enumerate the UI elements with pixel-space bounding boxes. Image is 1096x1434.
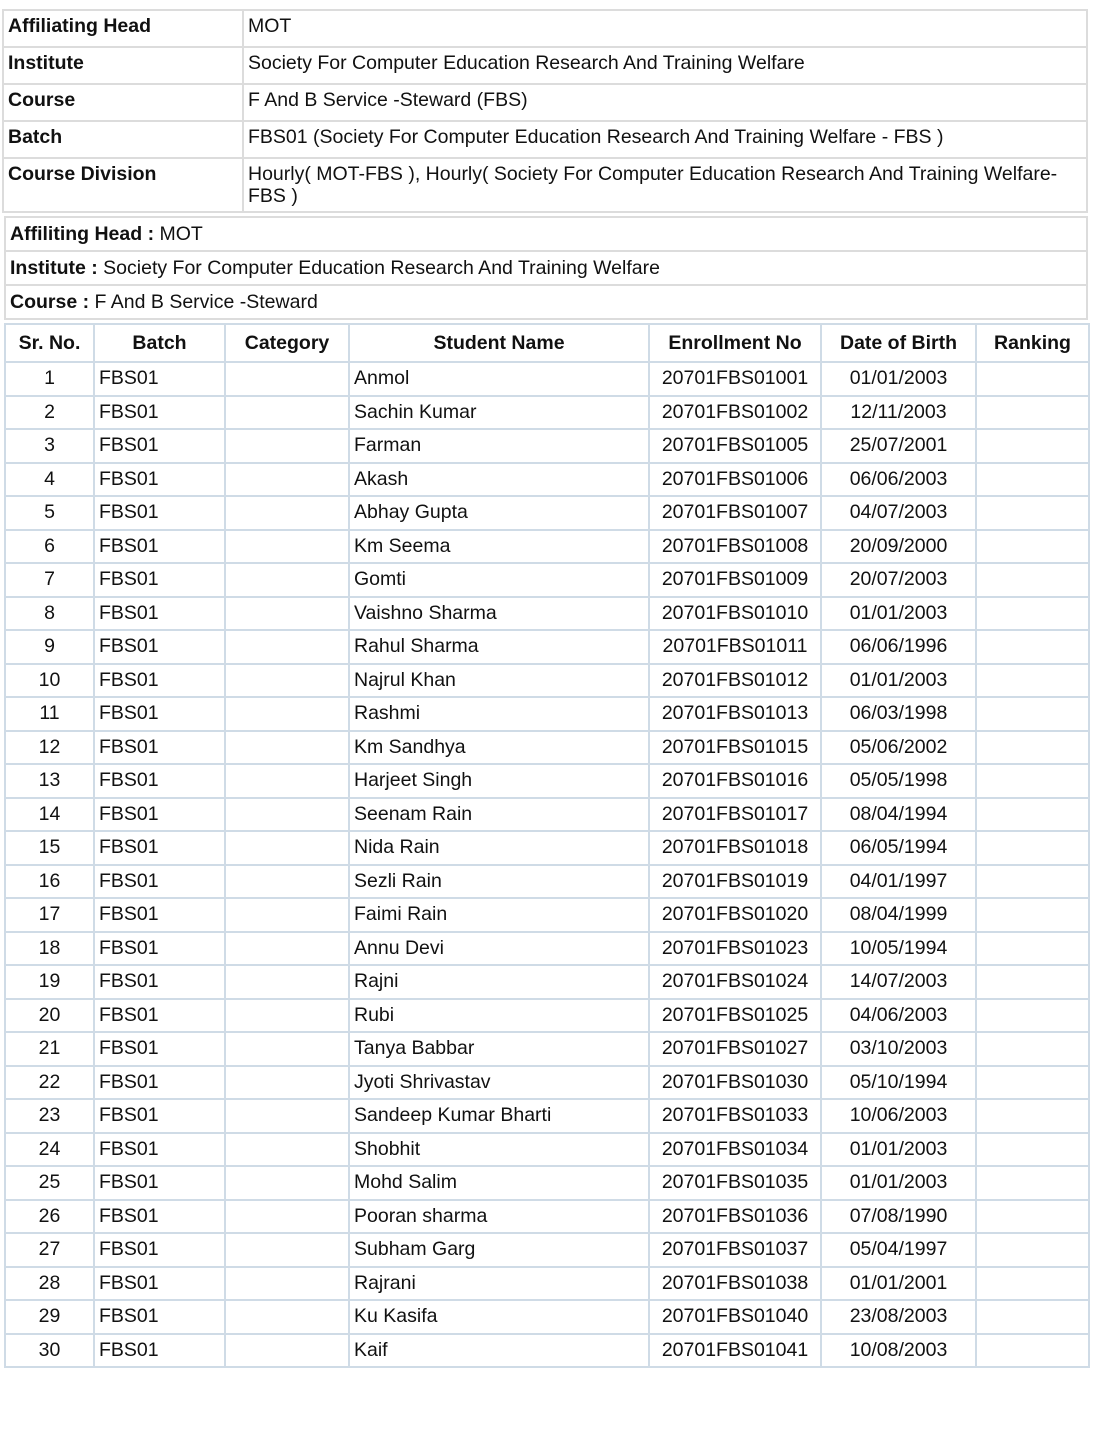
date-of-birth-cell: 01/01/2003 <box>821 1166 976 1200</box>
ranking-cell <box>976 697 1089 731</box>
enrollment-no-cell: 20701FBS01012 <box>649 664 821 698</box>
category-cell <box>225 1267 349 1301</box>
category-cell <box>225 1099 349 1133</box>
category-cell <box>225 664 349 698</box>
enrollment-no-cell: 20701FBS01011 <box>649 630 821 664</box>
ranking-cell <box>976 1066 1089 1100</box>
student-name-cell: Faimi Rain <box>349 898 649 932</box>
sr-no-cell: 10 <box>5 664 94 698</box>
category-cell <box>225 496 349 530</box>
institute-label: Institute <box>3 47 243 84</box>
enrollment-no-cell: 20701FBS01009 <box>649 563 821 597</box>
table-row <box>5 1032 1089 1066</box>
batch-cell: FBS01 <box>94 429 225 463</box>
sr-no-cell: 30 <box>5 1334 94 1368</box>
sr-no-cell: 29 <box>5 1300 94 1334</box>
student-name-cell: Rajni <box>349 965 649 999</box>
student-name-cell: Harjeet Singh <box>349 764 649 798</box>
batch-cell: FBS01 <box>94 1066 225 1100</box>
batch-cell: FBS01 <box>94 1200 225 1234</box>
category-cell <box>225 965 349 999</box>
batch-cell: FBS01 <box>94 1300 225 1334</box>
table-row <box>5 530 1089 564</box>
date-of-birth-cell: 01/01/2003 <box>821 597 976 631</box>
student-name-cell: Abhay Gupta <box>349 496 649 530</box>
category-cell <box>225 865 349 899</box>
student-name-cell: Nida Rain <box>349 831 649 865</box>
enrollment-no-cell: 20701FBS01040 <box>649 1300 821 1334</box>
table-row <box>5 1334 1089 1368</box>
column-header-ranking: Ranking <box>976 324 1089 362</box>
date-of-birth-cell: 20/07/2003 <box>821 563 976 597</box>
enrollment-no-cell: 20701FBS01033 <box>649 1099 821 1133</box>
info-row-course <box>3 84 1087 121</box>
enrollment-no-cell: 20701FBS01023 <box>649 932 821 966</box>
course-label: Course <box>3 84 243 121</box>
sr-no-cell: 7 <box>5 563 94 597</box>
date-of-birth-cell: 08/04/1994 <box>821 798 976 832</box>
ranking-cell <box>976 1233 1089 1267</box>
ranking-cell <box>976 1300 1089 1334</box>
column-header-sr-no: Sr. No. <box>5 324 94 362</box>
enrollment-no-cell: 20701FBS01020 <box>649 898 821 932</box>
student-name-cell: Rashmi <box>349 697 649 731</box>
sr-no-cell: 3 <box>5 429 94 463</box>
student-name-cell: Sachin Kumar <box>349 396 649 430</box>
batch-cell: FBS01 <box>94 1166 225 1200</box>
sr-no-cell: 2 <box>5 396 94 430</box>
enrollment-no-cell: 20701FBS01024 <box>649 965 821 999</box>
sr-no-cell: 26 <box>5 1200 94 1234</box>
student-name-cell: Gomti <box>349 563 649 597</box>
sr-no-cell: 28 <box>5 1267 94 1301</box>
enrollment-no-cell: 20701FBS01002 <box>649 396 821 430</box>
ranking-cell <box>976 1200 1089 1234</box>
table-row <box>5 429 1089 463</box>
batch-cell: FBS01 <box>94 463 225 497</box>
date-of-birth-cell: 14/07/2003 <box>821 965 976 999</box>
table-row <box>5 965 1089 999</box>
category-cell <box>225 932 349 966</box>
ranking-cell <box>976 463 1089 497</box>
list-institute-label: Institute : <box>10 256 98 279</box>
column-header-enrollment-no: Enrollment No <box>649 324 821 362</box>
table-row <box>5 1099 1089 1133</box>
category-cell <box>225 1233 349 1267</box>
table-row <box>5 597 1089 631</box>
enrollment-no-cell: 20701FBS01027 <box>649 1032 821 1066</box>
column-header-category: Category <box>225 324 349 362</box>
category-cell <box>225 1066 349 1100</box>
batch-cell: FBS01 <box>94 664 225 698</box>
table-row <box>5 999 1089 1033</box>
category-cell <box>225 597 349 631</box>
table-row <box>5 932 1089 966</box>
student-name-cell: Rubi <box>349 999 649 1033</box>
batch-cell: FBS01 <box>94 965 225 999</box>
course-info-table <box>2 9 1088 213</box>
table-row <box>5 463 1089 497</box>
sr-no-cell: 16 <box>5 865 94 899</box>
sr-no-cell: 27 <box>5 1233 94 1267</box>
student-name-cell: Annu Devi <box>349 932 649 966</box>
date-of-birth-cell: 04/06/2003 <box>821 999 976 1033</box>
student-name-cell: Sezli Rain <box>349 865 649 899</box>
enrollment-no-cell: 20701FBS01025 <box>649 999 821 1033</box>
batch-cell: FBS01 <box>94 1133 225 1167</box>
list-course-value: F And B Service -Steward <box>94 290 318 313</box>
table-row <box>5 630 1089 664</box>
student-name-cell: Tanya Babbar <box>349 1032 649 1066</box>
batch-cell: FBS01 <box>94 396 225 430</box>
sr-no-cell: 23 <box>5 1099 94 1133</box>
batch-cell: FBS01 <box>94 697 225 731</box>
sr-no-cell: 25 <box>5 1166 94 1200</box>
batch-cell: FBS01 <box>94 597 225 631</box>
category-cell <box>225 731 349 765</box>
category-cell <box>225 396 349 430</box>
ranking-cell <box>976 831 1089 865</box>
student-name-cell: Km Sandhya <box>349 731 649 765</box>
batch-value: FBS01 (Society For Computer Education Research And Training Welfare - FBS ) <box>243 121 1087 158</box>
affiliating-head-value: MOT <box>243 10 1087 47</box>
sr-no-cell: 9 <box>5 630 94 664</box>
sr-no-cell: 15 <box>5 831 94 865</box>
table-row <box>5 563 1089 597</box>
affiliating-head-label: Affiliating Head <box>3 10 243 47</box>
ranking-cell <box>976 664 1089 698</box>
ranking-cell <box>976 530 1089 564</box>
enrollment-no-cell: 20701FBS01036 <box>649 1200 821 1234</box>
category-cell <box>225 1032 349 1066</box>
info-row-affiliating-head <box>3 10 1087 47</box>
batch-cell: FBS01 <box>94 865 225 899</box>
student-name-cell: Anmol <box>349 362 649 396</box>
date-of-birth-cell: 01/01/2003 <box>821 1133 976 1167</box>
ranking-cell <box>976 1334 1089 1368</box>
batch-cell: FBS01 <box>94 898 225 932</box>
ranking-cell <box>976 496 1089 530</box>
sr-no-cell: 6 <box>5 530 94 564</box>
course-value: F And B Service -Steward (FBS) <box>243 84 1087 121</box>
ranking-cell <box>976 563 1089 597</box>
category-cell <box>225 429 349 463</box>
date-of-birth-cell: 20/09/2000 <box>821 530 976 564</box>
ranking-cell <box>976 1267 1089 1301</box>
sr-no-cell: 4 <box>5 463 94 497</box>
student-name-cell: Kaif <box>349 1334 649 1368</box>
sr-no-cell: 17 <box>5 898 94 932</box>
batch-label: Batch <box>3 121 243 158</box>
date-of-birth-cell: 01/01/2001 <box>821 1267 976 1301</box>
enrollment-no-cell: 20701FBS01016 <box>649 764 821 798</box>
table-row <box>5 1066 1089 1100</box>
ranking-cell <box>976 731 1089 765</box>
category-cell <box>225 463 349 497</box>
table-row <box>5 697 1089 731</box>
ranking-cell <box>976 965 1089 999</box>
date-of-birth-cell: 06/06/2003 <box>821 463 976 497</box>
batch-cell: FBS01 <box>94 731 225 765</box>
category-cell <box>225 1334 349 1368</box>
column-header-date-of-birth: Date of Birth <box>821 324 976 362</box>
info-row-course-division <box>3 158 1087 212</box>
batch-cell: FBS01 <box>94 630 225 664</box>
batch-cell: FBS01 <box>94 1334 225 1368</box>
student-name-cell: Sandeep Kumar Bharti <box>349 1099 649 1133</box>
batch-cell: FBS01 <box>94 362 225 396</box>
column-header-batch: Batch <box>94 324 225 362</box>
sr-no-cell: 1 <box>5 362 94 396</box>
table-row <box>5 1166 1089 1200</box>
list-institute-value: Society For Computer Education Research And Training Welfare <box>103 256 660 279</box>
ranking-cell <box>976 1166 1089 1200</box>
enrollment-no-cell: 20701FBS01005 <box>649 429 821 463</box>
list-course-label: Course : <box>10 290 90 313</box>
sr-no-cell: 13 <box>5 764 94 798</box>
table-row <box>5 764 1089 798</box>
ranking-cell <box>976 1099 1089 1133</box>
table-row <box>5 1233 1089 1267</box>
batch-cell: FBS01 <box>94 932 225 966</box>
enrollment-no-cell: 20701FBS01001 <box>649 362 821 396</box>
batch-cell: FBS01 <box>94 496 225 530</box>
column-header-student-name: Student Name <box>349 324 649 362</box>
enrollment-no-cell: 20701FBS01038 <box>649 1267 821 1301</box>
category-cell <box>225 630 349 664</box>
student-rows <box>5 362 1089 1367</box>
student-name-cell: Pooran sharma <box>349 1200 649 1234</box>
category-cell <box>225 1200 349 1234</box>
ranking-cell <box>976 932 1089 966</box>
batch-cell: FBS01 <box>94 1032 225 1066</box>
date-of-birth-cell: 04/01/1997 <box>821 865 976 899</box>
student-name-cell: Subham Garg <box>349 1233 649 1267</box>
enrollment-no-cell: 20701FBS01037 <box>649 1233 821 1267</box>
ranking-cell <box>976 597 1089 631</box>
table-row <box>5 1133 1089 1167</box>
enrollment-no-cell: 20701FBS01007 <box>649 496 821 530</box>
ranking-cell <box>976 764 1089 798</box>
date-of-birth-cell: 10/06/2003 <box>821 1099 976 1133</box>
table-row <box>5 831 1089 865</box>
ranking-cell <box>976 362 1089 396</box>
date-of-birth-cell: 05/05/1998 <box>821 764 976 798</box>
date-of-birth-cell: 06/03/1998 <box>821 697 976 731</box>
batch-cell: FBS01 <box>94 1233 225 1267</box>
date-of-birth-cell: 05/06/2002 <box>821 731 976 765</box>
category-cell <box>225 798 349 832</box>
enrollment-no-cell: 20701FBS01008 <box>649 530 821 564</box>
sr-no-cell: 22 <box>5 1066 94 1100</box>
category-cell <box>225 1300 349 1334</box>
batch-cell: FBS01 <box>94 563 225 597</box>
category-cell <box>225 1166 349 1200</box>
ranking-cell <box>976 429 1089 463</box>
category-cell <box>225 563 349 597</box>
student-name-cell: Seenam Rain <box>349 798 649 832</box>
sr-no-cell: 14 <box>5 798 94 832</box>
student-name-cell: Rahul Sharma <box>349 630 649 664</box>
batch-cell: FBS01 <box>94 1099 225 1133</box>
course-division-label: Course Division <box>3 158 243 212</box>
course-division-value: Hourly( MOT-FBS ), Hourly( Society For Computer Education Research And Training Welfare-FBS ) <box>243 158 1087 212</box>
enrollment-no-cell: 20701FBS01010 <box>649 597 821 631</box>
student-name-cell: Najrul Khan <box>349 664 649 698</box>
list-affiliting-head-label: Affiliting Head : <box>10 222 155 245</box>
date-of-birth-cell: 25/07/2001 <box>821 429 976 463</box>
table-row <box>5 1200 1089 1234</box>
enrollment-no-cell: 20701FBS01034 <box>649 1133 821 1167</box>
sr-no-cell: 18 <box>5 932 94 966</box>
list-header-institute <box>5 251 1087 285</box>
enrollment-no-cell: 20701FBS01013 <box>649 697 821 731</box>
table-row <box>5 731 1089 765</box>
date-of-birth-cell: 05/10/1994 <box>821 1066 976 1100</box>
enrollment-no-cell: 20701FBS01017 <box>649 798 821 832</box>
info-row-batch <box>3 121 1087 158</box>
table-row <box>5 865 1089 899</box>
table-row <box>5 798 1089 832</box>
list-affiliting-head-value: MOT <box>159 222 203 245</box>
student-table <box>4 323 1090 1368</box>
student-name-cell: Vaishno Sharma <box>349 597 649 631</box>
date-of-birth-cell: 23/08/2003 <box>821 1300 976 1334</box>
batch-cell: FBS01 <box>94 999 225 1033</box>
ranking-cell <box>976 630 1089 664</box>
date-of-birth-cell: 03/10/2003 <box>821 1032 976 1066</box>
table-header-row <box>5 324 1089 362</box>
student-name-cell: Farman <box>349 429 649 463</box>
student-name-cell: Shobhit <box>349 1133 649 1167</box>
category-cell <box>225 1133 349 1167</box>
sr-no-cell: 11 <box>5 697 94 731</box>
batch-cell: FBS01 <box>94 1267 225 1301</box>
batch-cell: FBS01 <box>94 764 225 798</box>
sr-no-cell: 24 <box>5 1133 94 1167</box>
batch-cell: FBS01 <box>94 530 225 564</box>
table-row <box>5 664 1089 698</box>
category-cell <box>225 362 349 396</box>
sr-no-cell: 21 <box>5 1032 94 1066</box>
category-cell <box>225 697 349 731</box>
ranking-cell <box>976 865 1089 899</box>
category-cell <box>225 764 349 798</box>
sr-no-cell: 20 <box>5 999 94 1033</box>
ranking-cell <box>976 1032 1089 1066</box>
sr-no-cell: 12 <box>5 731 94 765</box>
category-cell <box>225 999 349 1033</box>
student-name-cell: Mohd Salim <box>349 1166 649 1200</box>
enrollment-no-cell: 20701FBS01035 <box>649 1166 821 1200</box>
list-header-table <box>4 216 1088 320</box>
enrollment-no-cell: 20701FBS01030 <box>649 1066 821 1100</box>
date-of-birth-cell: 12/11/2003 <box>821 396 976 430</box>
date-of-birth-cell: 07/08/1990 <box>821 1200 976 1234</box>
category-cell <box>225 530 349 564</box>
student-name-cell: Ku Kasifa <box>349 1300 649 1334</box>
enrollment-no-cell: 20701FBS01018 <box>649 831 821 865</box>
enrollment-no-cell: 20701FBS01041 <box>649 1334 821 1368</box>
date-of-birth-cell: 04/07/2003 <box>821 496 976 530</box>
table-row <box>5 362 1089 396</box>
table-row <box>5 496 1089 530</box>
batch-cell: FBS01 <box>94 798 225 832</box>
enrollment-no-cell: 20701FBS01006 <box>649 463 821 497</box>
student-name-cell: Rajrani <box>349 1267 649 1301</box>
enrollment-no-cell: 20701FBS01019 <box>649 865 821 899</box>
batch-cell: FBS01 <box>94 831 225 865</box>
student-name-cell: Akash <box>349 463 649 497</box>
student-name-cell: Jyoti Shrivastav <box>349 1066 649 1100</box>
date-of-birth-cell: 08/04/1999 <box>821 898 976 932</box>
student-name-cell: Km Seema <box>349 530 649 564</box>
ranking-cell <box>976 898 1089 932</box>
list-header-affiliting-head <box>5 217 1087 251</box>
table-row <box>5 1300 1089 1334</box>
table-row <box>5 898 1089 932</box>
ranking-cell <box>976 396 1089 430</box>
ranking-cell <box>976 798 1089 832</box>
info-row-institute <box>3 47 1087 84</box>
ranking-cell <box>976 1133 1089 1167</box>
category-cell <box>225 898 349 932</box>
date-of-birth-cell: 06/06/1996 <box>821 630 976 664</box>
list-header-course <box>5 285 1087 319</box>
sr-no-cell: 19 <box>5 965 94 999</box>
category-cell <box>225 831 349 865</box>
date-of-birth-cell: 10/05/1994 <box>821 932 976 966</box>
date-of-birth-cell: 01/01/2003 <box>821 664 976 698</box>
sr-no-cell: 8 <box>5 597 94 631</box>
ranking-cell <box>976 999 1089 1033</box>
date-of-birth-cell: 06/05/1994 <box>821 831 976 865</box>
enrollment-no-cell: 20701FBS01015 <box>649 731 821 765</box>
date-of-birth-cell: 10/08/2003 <box>821 1334 976 1368</box>
table-row <box>5 396 1089 430</box>
sr-no-cell: 5 <box>5 496 94 530</box>
institute-value: Society For Computer Education Research And Training Welfare <box>243 47 1087 84</box>
table-row <box>5 1267 1089 1301</box>
date-of-birth-cell: 05/04/1997 <box>821 1233 976 1267</box>
date-of-birth-cell: 01/01/2003 <box>821 362 976 396</box>
